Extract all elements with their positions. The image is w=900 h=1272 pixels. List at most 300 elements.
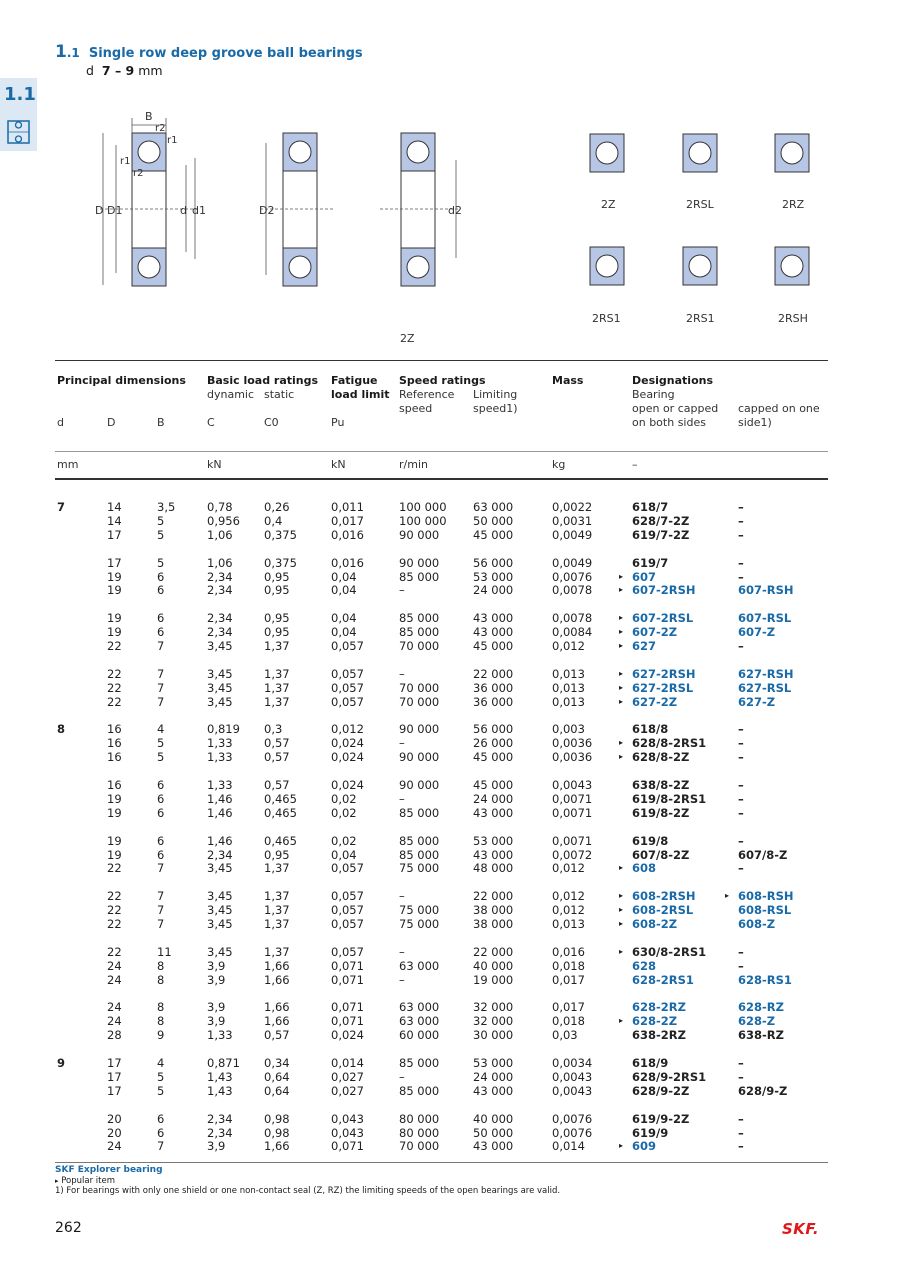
page-number: 262 [55,1220,82,1236]
cell-lim: 32 000 [473,1014,514,1029]
cell-designation: 618/7 [632,500,669,514]
cell-ref: – [399,736,405,751]
cell-B: 9 [157,1028,165,1043]
popular-marker-icon: ▸ [619,905,624,915]
cell-C0: 0,3 [264,722,283,737]
cell-lim: 45 000 [473,750,514,765]
cell-B: 3,5 [157,500,176,514]
cell-C: 1,43 [207,1083,233,1098]
cell-capped-one-side: – [738,778,744,792]
cell-Pu: 0,024 [331,1028,364,1043]
cell-designation: 619/7 [632,555,669,570]
cell-designation: 619/8-2RS1 [632,791,707,806]
cell-lim: 38 000 [473,917,514,931]
cell-designation: 628/9-2RS1 [632,1069,707,1084]
cell-designation: 619/9 [632,1125,669,1140]
cell-lim: 43 000 [473,1139,514,1154]
cell-D: 22 [107,694,122,709]
cell-C0: 1,37 [264,944,290,959]
cell-mass: 0,013 [552,694,585,709]
cell-capped-one-side: 627-RSH [738,666,794,681]
cell-C: 2,34 [207,847,233,862]
cell-lim: 48 000 [473,861,514,876]
popular-marker-icon: ▸ [55,1177,59,1185]
label-d1: d1 [192,204,206,217]
cell-D: 22 [107,680,122,695]
popular-marker-icon: ▸ [619,1141,624,1151]
label-B: B [145,110,153,123]
cell-capped-one-side: – [738,722,744,737]
caption-2Z-main: 2Z [400,332,415,345]
cell-Pu: 0,024 [331,750,364,765]
cell-mass: 0,0036 [552,736,593,751]
cell-capped-one-side: – [738,513,744,528]
label-d: d [180,204,187,217]
cell-mass: 0,017 [552,1000,585,1015]
cell-Pu: 0,011 [331,500,364,514]
popular-marker-icon: ▸ [619,946,624,956]
cell-mass: 0,018 [552,1014,585,1029]
cell-C: 0,819 [207,722,240,737]
popular-marker-icon: ▸ [619,919,624,928]
cell-ref: 90 000 [399,722,440,737]
variant-2RSL-label: 2RSL [686,198,714,211]
cell-designation: 628 [632,958,657,973]
cell-B: 5 [157,527,165,542]
popular-marker-icon: ▸ [619,696,624,706]
cell-D: 16 [107,722,122,737]
cell-C0: 0,375 [264,555,297,570]
cell-D: 24 [107,1000,122,1015]
hdr-limiting1: Limiting [473,388,518,401]
cell-capped-one-side: – [738,1056,744,1070]
cell-ref: – [399,583,405,598]
cell-C0: 1,66 [264,1139,290,1154]
cell-Pu: 0,016 [331,555,364,570]
cell-D: 28 [107,1028,122,1043]
cell-C0: 0,64 [264,1083,290,1098]
cell-designation: 607/8-2Z [632,847,690,862]
cell-designation: 628/9-2Z [632,1083,690,1098]
cell-mass: 0,017 [552,972,585,987]
cell-lim: 32 000 [473,1000,514,1015]
cell-C0: 1,66 [264,958,290,973]
cell-lim: 38 000 [473,903,514,918]
cell-D: 22 [107,889,122,904]
cell-D: 24 [107,958,122,973]
cell-ref: 85 000 [399,625,440,640]
label-r1-top: r1 [167,135,178,146]
cell-B: 6 [157,778,165,792]
cell-B: 7 [157,917,165,931]
cell-Pu: 0,02 [331,791,357,806]
sym-Pu: Pu [331,416,345,429]
popular-marker-icon: ▸ [619,682,624,692]
cell-mass: 0,003 [552,722,585,737]
hdr-fatigue2: load limit [331,388,390,401]
cell-D: 19 [107,583,122,598]
cell-mass: 0,0072 [552,847,593,862]
cell-lim: 43 000 [473,1083,514,1098]
cell-lim: 26 000 [473,736,514,751]
unit-kg: kg [552,458,566,471]
cell-D: 17 [107,1069,122,1084]
cell-designation: 607-2RSH [632,583,696,598]
cell-ref: 70 000 [399,1139,440,1154]
cell-d: 9 [57,1056,66,1070]
cell-capped-one-side: 628/9-Z [738,1083,788,1098]
cell-ref: 75 000 [399,903,440,918]
cell-Pu: 0,024 [331,778,364,792]
section-subnumber: .1 [66,46,80,60]
label-D: D [95,204,104,217]
cell-capped-one-side: 627-RSL [738,680,792,695]
cell-capped-one-side: – [738,639,744,653]
section-title-text: Single row deep groove ball bearings [88,46,363,61]
cell-capped-one-side: 608-RSL [738,903,792,918]
cell-C: 3,45 [207,903,233,918]
popular-marker-icon: ▸ [619,668,624,678]
unit-rmin: r/min [399,458,428,471]
popular-marker-icon: ▸ [619,738,624,748]
cell-D: 24 [107,1014,122,1029]
cell-C0: 0,64 [264,1069,290,1084]
cell-capped-one-side: – [738,958,744,973]
cell-capped-one-side: – [738,500,744,514]
cell-ref: 90 000 [399,555,440,570]
cell-C: 2,34 [207,583,233,598]
cell-Pu: 0,027 [331,1083,364,1098]
cell-D: 17 [107,555,122,570]
cell-B: 6 [157,1125,165,1140]
cell-C: 3,9 [207,1014,226,1029]
cell-Pu: 0,057 [331,917,364,931]
divider-bottom [55,1162,828,1163]
sym-d: d [57,416,64,429]
side-tab-label: 1.1 [4,84,36,105]
cell-designation: 608-2RSL [632,903,694,918]
cell-D: 14 [107,513,122,528]
cell-B: 6 [157,1111,165,1126]
cell-capped-one-side: – [738,527,744,542]
cell-designation: 628/8-2Z [632,750,690,765]
cell-Pu: 0,057 [331,903,364,918]
cell-ref: 85 000 [399,847,440,862]
cell-D: 16 [107,778,122,792]
cell-C: 1,33 [207,1028,233,1043]
cell-lim: 45 000 [473,639,514,653]
cell-C: 2,34 [207,569,233,584]
footnote-popular: ▸ Popular item [55,1176,115,1186]
cell-C: 3,45 [207,889,233,904]
cell-capped-one-side: – [738,555,744,570]
cell-D: 19 [107,611,122,626]
cell-ref: 80 000 [399,1125,440,1140]
cell-designation: 608-2RSH [632,889,696,904]
cell-Pu: 0,071 [331,972,364,987]
cell-C0: 0,375 [264,527,297,542]
cell-Pu: 0,071 [331,1139,364,1154]
cell-designation: 638-2RZ [632,1028,686,1043]
cell-mass: 0,016 [552,944,585,959]
cell-C: 3,45 [207,639,233,653]
cell-designation: 618/9 [632,1056,669,1070]
cell-capped-one-side: 607-RSH [738,583,794,598]
cell-D: 22 [107,666,122,681]
cell-C0: 1,37 [264,639,290,653]
hdr-speed: Speed ratings [399,374,486,387]
cell-B: 6 [157,611,165,626]
cell-Pu: 0,014 [331,1056,364,1070]
cell-designation: 609 [632,1139,657,1154]
cell-mass: 0,0078 [552,583,593,598]
cell-ref: 60 000 [399,1028,440,1043]
cell-Pu: 0,04 [331,569,357,584]
popular-marker-icon: ▸ [619,891,624,901]
cell-C0: 0,465 [264,805,297,820]
cell-lim: 43 000 [473,611,514,626]
cell-lim: 45 000 [473,778,514,792]
cell-C: 3,9 [207,1000,226,1015]
cell-C0: 0,95 [264,847,290,862]
cell-designation: 628/8-2RS1 [632,736,707,751]
cell-d: 8 [57,722,66,737]
cell-ref: 70 000 [399,639,440,653]
cell-mass: 0,0049 [552,527,593,542]
unit-kN-load: kN [207,458,222,471]
cell-ref: 85 000 [399,833,440,848]
cell-lim: 19 000 [473,972,514,987]
cell-lim: 56 000 [473,722,514,737]
cell-mass: 0,013 [552,680,585,695]
cell-ref: 100 000 [399,500,447,514]
hdr-open1: open or capped [632,402,719,415]
cell-C: 3,45 [207,666,233,681]
d-unit: mm [138,63,163,78]
cell-Pu: 0,02 [331,833,357,848]
hdr-reference1: Reference [399,388,455,401]
hdr-bearing: Bearing [632,388,675,401]
cell-D: 19 [107,569,122,584]
cell-ref: – [399,972,405,987]
cell-B: 6 [157,569,165,584]
cell-C0: 0,57 [264,736,290,751]
cell-mass: 0,03 [552,1028,578,1043]
cell-Pu: 0,04 [331,847,357,862]
cell-mass: 0,0043 [552,778,593,792]
cell-B: 7 [157,666,165,681]
cell-lim: 22 000 [473,944,514,959]
cell-mass: 0,0043 [552,1083,593,1098]
cell-ref: – [399,1069,405,1084]
cell-D: 22 [107,917,122,931]
sym-C0: C0 [264,416,279,429]
cell-designation: 628-2Z [632,1014,678,1029]
cell-C0: 1,66 [264,972,290,987]
cell-C: 0,78 [207,500,233,514]
cell-B: 7 [157,639,165,653]
cell-C: 1,43 [207,1069,233,1084]
cell-lim: 56 000 [473,555,514,570]
cell-mass: 0,0076 [552,1125,593,1140]
cell-Pu: 0,057 [331,639,364,653]
cell-mass: 0,0071 [552,805,593,820]
cell-B: 5 [157,750,165,765]
cell-D: 19 [107,805,122,820]
cell-designation: 607-2RSL [632,611,694,626]
cell-lim: 24 000 [473,791,514,806]
cell-B: 7 [157,694,165,709]
cell-D: 22 [107,639,122,653]
sym-D: D [107,416,116,429]
cell-capped-one-side: 628-RS1 [738,972,792,987]
hdr-principal: Principal dimensions [57,374,186,387]
cell-C0: 0,465 [264,791,297,806]
cell-D: 17 [107,527,122,542]
cell-Pu: 0,04 [331,625,357,640]
cell-C: 1,33 [207,750,233,765]
cell-D: 19 [107,847,122,862]
cell-C0: 0,57 [264,1028,290,1043]
cell-Pu: 0,027 [331,1069,364,1084]
sym-C: C [207,416,215,429]
cell-Pu: 0,043 [331,1111,364,1126]
cell-C: 1,06 [207,555,233,570]
cell-capped-one-side: 608-RSH [738,889,794,904]
cell-D: 17 [107,1083,122,1098]
cell-C: 1,33 [207,736,233,751]
cell-lim: 36 000 [473,694,514,709]
cell-D: 24 [107,1139,122,1154]
cell-C0: 0,465 [264,833,297,848]
cell-mass: 0,012 [552,639,585,653]
cell-designation: 608-2Z [632,917,678,931]
cell-designation: 618/8 [632,722,669,737]
cell-C0: 1,66 [264,1000,290,1015]
cell-D: 16 [107,736,122,751]
cell-designation: 627-2RSH [632,666,696,681]
cell-C0: 1,37 [264,680,290,695]
cell-C: 3,45 [207,944,233,959]
cell-mass: 0,0071 [552,791,593,806]
cell-Pu: 0,016 [331,527,364,542]
cell-C: 3,9 [207,958,226,973]
label-d2: d2 [448,204,462,217]
cell-lim: 53 000 [473,833,514,848]
cell-d: 7 [57,500,66,514]
cell-lim: 30 000 [473,1028,514,1043]
cell-ref: – [399,889,405,904]
cell-B: 7 [157,903,165,918]
cell-mass: 0,012 [552,903,585,918]
cell-mass: 0,0049 [552,555,593,570]
cell-B: 4 [157,722,165,737]
cell-mass: 0,012 [552,889,585,904]
cell-Pu: 0,017 [331,513,364,528]
cell-C0: 0,95 [264,583,290,598]
cell-ref: 100 000 [399,513,447,528]
cell-designation: 619/9-2Z [632,1111,690,1126]
cell-B: 5 [157,1069,165,1084]
cell-B: 5 [157,555,165,570]
cell-designation: 627-2RSL [632,680,694,695]
cell-lim: 40 000 [473,1111,514,1126]
cell-C: 0,956 [207,513,240,528]
popular-marker-icon: ▸ [725,891,730,901]
cell-D: 16 [107,750,122,765]
cell-B: 6 [157,625,165,640]
cell-lim: 43 000 [473,805,514,820]
cell-designation: 607 [632,569,657,584]
cell-ref: 85 000 [399,1083,440,1098]
hdr-capped2: side1) [738,416,772,429]
cell-D: 22 [107,903,122,918]
cell-ref: 70 000 [399,680,440,695]
cell-capped-one-side: – [738,833,744,848]
cell-C0: 0,98 [264,1111,290,1126]
cell-capped-one-side: – [738,736,744,751]
hdr-fatigue1: Fatigue [331,374,378,387]
cell-Pu: 0,057 [331,694,364,709]
cell-lim: 50 000 [473,513,514,528]
cell-mass: 0,0043 [552,1069,593,1084]
cell-C0: 1,37 [264,666,290,681]
cell-designation: 619/8 [632,833,669,848]
cell-Pu: 0,057 [331,889,364,904]
cell-ref: 75 000 [399,917,440,931]
cell-B: 7 [157,680,165,695]
hdr-capped1: capped on one [738,402,820,415]
d-symbol: d [86,63,94,78]
cell-B: 6 [157,805,165,820]
cell-B: 8 [157,1014,165,1029]
cell-mass: 0,0076 [552,1111,593,1126]
cell-capped-one-side: – [738,944,744,959]
cell-mass: 0,014 [552,1139,585,1154]
cell-C: 0,871 [207,1056,240,1070]
hdr-limiting2: speed1) [473,402,518,415]
cell-C0: 1,37 [264,861,290,876]
cell-lim: 24 000 [473,1069,514,1084]
cell-designation: 607-2Z [632,625,678,640]
cell-mass: 0,013 [552,917,585,931]
cell-designation: 627-2Z [632,694,678,709]
cell-mass: 0,0034 [552,1056,593,1070]
cell-D: 22 [107,944,122,959]
cell-C: 3,9 [207,1139,226,1154]
cell-ref: 85 000 [399,1056,440,1070]
cell-capped-one-side: 607-Z [738,625,776,640]
cell-designation: 619/7-2Z [632,527,690,542]
variant-2RS1a-label: 2RS1 [592,312,621,325]
cell-mass: 0,0076 [552,569,593,584]
cell-C: 1,46 [207,833,233,848]
variant-2RS1b-label: 2RS1 [686,312,715,325]
hdr-basic: Basic load ratings [207,374,319,387]
cell-D: 20 [107,1111,122,1126]
cell-Pu: 0,012 [331,722,364,737]
cell-capped-one-side: – [738,1125,744,1140]
variant-2RZ-label: 2RZ [782,198,805,211]
cell-lim: 36 000 [473,680,514,695]
hdr-designations: Designations [632,374,714,387]
cell-C0: 1,37 [264,694,290,709]
popular-marker-icon: ▸ [619,571,624,581]
cell-B: 11 [157,944,172,959]
cell-C: 1,06 [207,527,233,542]
cell-lim: 40 000 [473,958,514,973]
popular-marker-icon: ▸ [619,585,624,595]
